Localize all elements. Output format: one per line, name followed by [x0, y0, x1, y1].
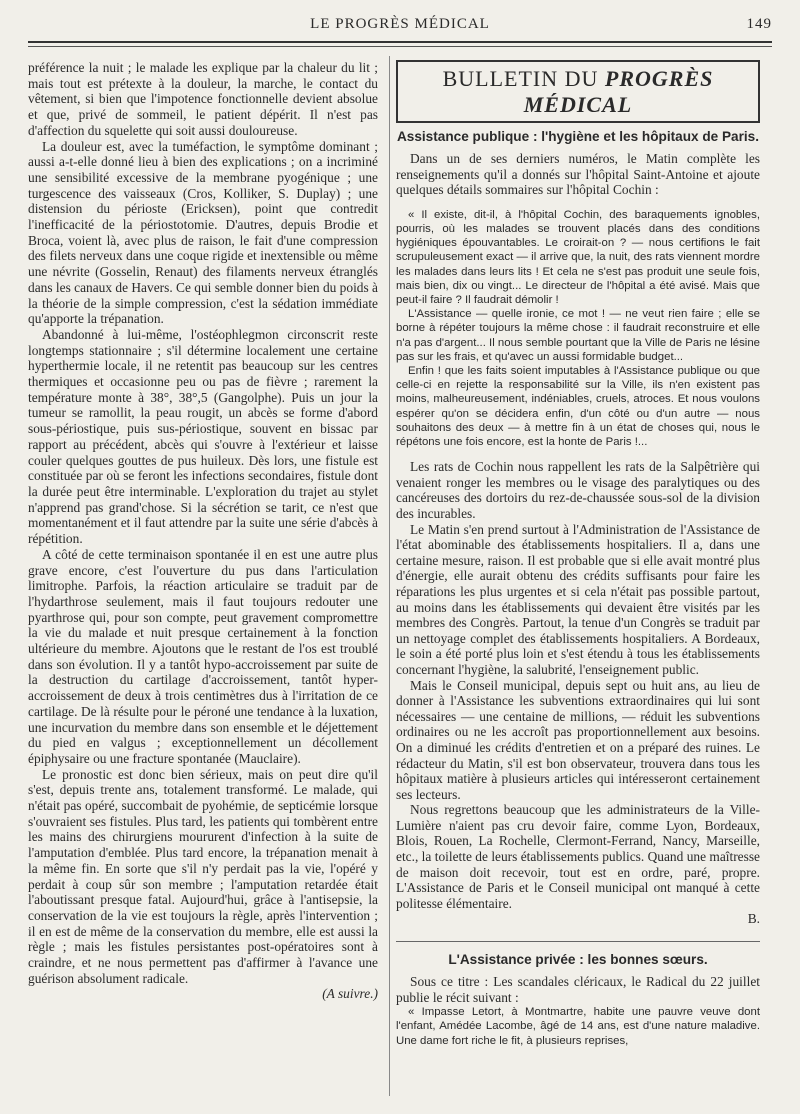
bulletin-title — [396, 60, 760, 123]
section1-intro: Dans un de ses derniers numéros, le Matin complète les renseignements qu'il a donnés sur l'hôpital Saint-Antoine et ajoute quelques détails sommaires sur l'hôpital Cochin : — [396, 151, 760, 198]
left-column — [28, 60, 378, 1100]
page-number: 149 — [746, 16, 772, 32]
running-header — [28, 16, 772, 36]
header-rule-thin — [28, 46, 772, 47]
body-paragraph: Le Matin s'en prend surtout à l'Administration de l'Assistance de l'état abominable des établissements hospitaliers. Il a, dans une certaine mesure, raison. Il est probable que si elle avait montré plus d'énergie, elle aurait obtenu des crédits suffisants pour faire les réparations les plus urgentes et si cela n'était pas possible partout, au moins dans les établissements qui devaient être visités par les membres des Congrès. Partout, la tenue d'un Congrès se traduit par un nettoyage complet des établissements hospitaliers. A Bordeaux, le soin a été porté plus loin et s'est étendu à tous les établissements concernant l'hygiène, la salubrité, l'enseignement public. — [396, 521, 760, 677]
signature-line — [396, 911, 760, 927]
left-paragraph: Abandonné à lui-même, l'ostéophlegmon circonscrit reste longtemps stationnaire ; s'il détermine localement une certaine hyperthermie locale, il ne retentit pas beaucoup sur les centres thermiques et occasionne peu ou pas de fièvre ; rarement la température monte à 38°, 38°,5 (Gangolphe). Puis un jour la tumeur se ramollit, la peau rougit, un abcès se forme d'abord sous-périostique, puis sus-périostique, souvent en bissac par rapport au précédent, abcès qui s'ouvre à l'extérieur et laisse couler quelques gouttes de pus huileux. Dès lors, une fistule est constituée par où se feront les infections secondaires, fistule dont la durée peut être interminable. L'exploration du trajet au stylet n'apprend pas grand'chose. Si la sécrétion se tarit, ce n'est que momentanément et il faut attendre par la suite une série d'abcès à répétition. — [28, 326, 378, 547]
section2-intro: Sous ce titre : Les scandales cléricaux, le Radical du 22 juillet publie le récit suivant : — [396, 974, 760, 1005]
left-paragraph: préférence la nuit ; le malade les explique par la chaleur du lit ; mais tout est prétexte à la douleur, la marche, le contact du vêtement, si bien que l'impotence fonctionnelle devient absolue et que, privé de sommeil, le patient dépérit. Il n'est pas d'affection du squelette qui soit aussi douloureuse. — [28, 60, 378, 138]
left-paragraph: Le pronostic est donc bien sérieux, mais on peut dire qu'il s'est, depuis trente ans, totalement transformé. Le malade, qui n'était pas opéré, succombait de pyohémie, de septicémie lorsque s'ouvraient ses fistules. Plus tard, les patients qui tombèrent entre les mains des chirurgiens moururent d'infection à la suite de l'amputation d'emblée. Plus tard encore, la trépanation menait à la même fin. En sorte que s'il n'y perdait pas la vie, l'opéré y perdait à coup sûr son membre ; l'amputation retardée était l'aboutissant presque fatal. Aujourd'hui, grâce à l'antisepsie, la conservation de la vie est toujours la règle, après l'intervention ; il en est de même de la conservation du membre, elle est aussi la règle ; mais les fistules persistantes post-opératoires sont à craindre, et ne nous permettent pas d'affirmer à l'avance une guérison absolument radicale. — [28, 766, 378, 986]
section-heading-private-assistance: L'Assistance privée : les bonnes sœurs. — [448, 952, 708, 968]
section-separator — [396, 941, 760, 942]
body-paragraph: Nous regrettons beaucoup que les administrateurs de la Ville-Lumière n'aient pas cru devoir faire, comme Lyon, Bordeaux, Blois, Rouen, La Rochelle, Clermont-Ferrand, Nancy, Marseille, etc., la toilette de leurs établissements publics. Quand une maîtresse de maison doit recevoir, tout est en ordre, paré, propre. L'Assistance de Paris et le Conseil municipal ont manqué à cette politesse élémentaire. — [396, 802, 760, 911]
continuation-note — [28, 986, 378, 1002]
quoted-paragraph: Enfin ! que les faits soient imputables à l'Assistance publique ou que celle-ci en rejette la responsabilité sur la Ville, ils n'en existent pas moins, malheureusement, indéniables, cruels, atroces. Et nous voulons espérer qu'on se décidera enfin, d'un côté ou d'un autre — nous souhaitons des deux — à mettre fin à un état de choses qui, nous le répétons une fois encore, est la honte de Paris !... — [396, 365, 760, 449]
body-paragraph: Mais le Conseil municipal, depuis sept ou huit ans, au lieu de donner à l'Assistance les subventions extraordinaires qui lui sont nécessaires — une centaine de millions, — réduit les subventions ordinaires ou ne les accroît pas proportionnellement aux besoins. On a diminué les crédits d'entretien et on a préparé des ruines. Le rédacteur du Matin, s'il est bon observateur, trouvera dans tous les hôpitaux matière à plusieurs articles qui intéresseront certainement ses lecteurs. — [396, 677, 760, 802]
journal-title: LE PROGRÈS MÉDICAL — [310, 16, 490, 32]
section2-quote: « Impasse Letort, à Montmartre, habite une pauvre veuve dont l'enfant, Amédée Lacombe, âgé de 14 ans, est d'une nature maladive. Une dame fort riche le fit, à plusieurs reprises, — [396, 1006, 760, 1047]
header-rule-thick — [28, 41, 772, 43]
right-column — [396, 60, 760, 1100]
bulletin-title-prefix: BULLETIN DU — [442, 66, 599, 91]
author-signature: B. — [747, 911, 760, 927]
section-heading-public-assistance: Assistance publique : l'hygiène et les hôpitaux de Paris. — [396, 129, 760, 144]
bulletin-title-name: PROGRÈS MÉDICAL — [523, 66, 714, 117]
body-paragraph: Les rats de Cochin nous rappellent les rats de la Salpêtrière qui venaient ronger les membres ou le visage des paralytiques ou des cancéreuses des dortoirs du rez-de-chaussée sous-sol de la division des incurables. — [396, 459, 760, 522]
column-divider — [389, 56, 390, 1096]
left-paragraph: La douleur est, avec la tuméfaction, le symptôme dominant ; aussi a-t-elle donné lieu à bien des explications ; on a incriminé une sensibilité excessive de la membrane pyogénique ; une turgescence des vaisseaux (Cros, Kolliker, S. Duplay) ; une distension du périoste (Ericksen), point que contredit l'inefficacité de la périostotomie. D'autres, depuis Brodie et Broca, voient là, avec plus de raison, le fait d'une compression des filets nerveux dans une coque rigide et inextensible ou même une névrite (Gosselin, Renaut) des filaments nerveux étranglés dans les canaux de Havers. Ce qui semble donner bien du poids à la théorie de la simple compression, c'est la sédation immédiate qu'apporte la trépanation. — [28, 138, 378, 327]
quoted-paragraph: L'Assistance — quelle ironie, ce mot ! — ne veut rien faire ; elle se borne à répéter toujours la même chose : il faudrait reconstruire et elle n'a pas d'argent... Il nous semble pourtant que la Ville de Paris ne lésine pas sur les frais, et qu'avec un aussi formidable budget... — [396, 308, 760, 363]
quoted-paragraph: « Il existe, dit-il, à l'hôpital Cochin, des baraquements ignobles, pourris, où les malades se trouvent placés dans des conditions hygiéniques épouvantables. Le croirait-on ? — nous certifions le fait scrupuleusement exact — il arrive que, la nuit, des rats viennent mordre les malades dans leurs lits ! Et cela ne s'est pas produit une seule fois, mais bien, dix ou vingt... Le directeur de l'hôpital a été avisé. Mais que peut-il faire ? Il faudrait démolir ! — [396, 208, 760, 306]
to-be-continued: (A suivre.) — [322, 986, 378, 1002]
left-paragraph: A côté de cette terminaison spontanée il en est une autre plus grave encore, c'est l'ouverture du pus dans l'articulation limitrophe. Parfois, la réaction articulaire se traduit par de l'hydarthrose seulement, mais il faut toujours redouter une pyarthrose qui, pour son compte, peut gravement compromettre la vie du malade et nuit presque certainement à la fonction ultérieure du membre. Ajoutons que le restant de l'os est troublé dans son évolution. Il y a tantôt hypo-accroissement par suite de la destruction du cartilage d'accroissement, tantôt hyper-accroissement de deux à trois centimètres dus à l'irritation de ce cartilage. De là résulte pour le péroné une tendance à la luxation, une incurvation du membre dans son ensemble et le déjettement du pied en valgus ; exceptionnellement un décollement épiphysaire ou une fracture spontanée (Mauclaire). — [28, 546, 378, 766]
